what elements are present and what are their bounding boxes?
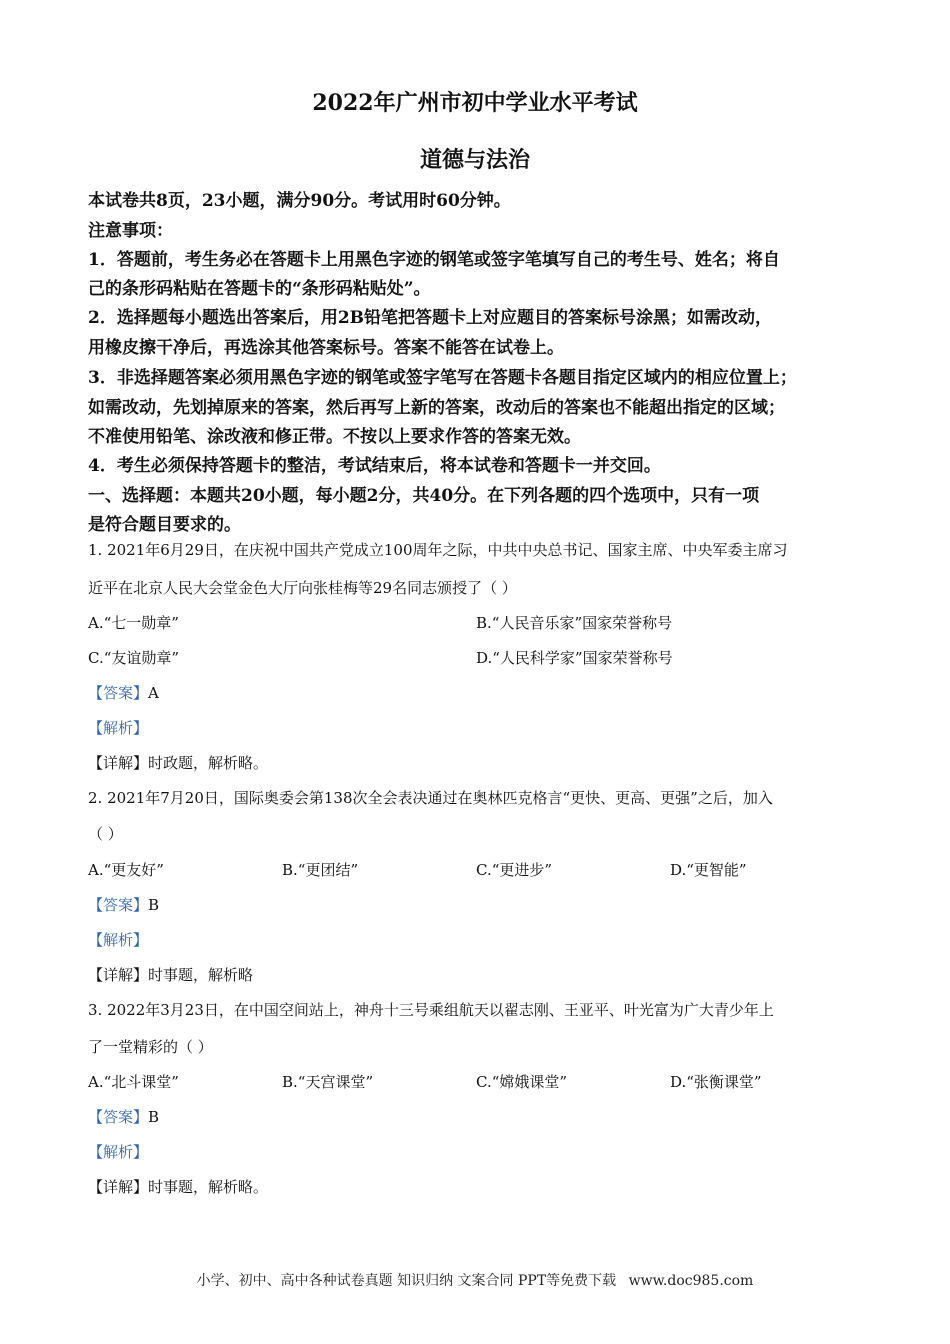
question-stem: 2. 2021年7月20日，国际奥委会第138次全会表决通过在奥林匹克格言“更快、更高、更强”之后，加入 [88, 789, 773, 807]
detail-line [88, 752, 268, 773]
detail-tag: 【详解】 [88, 966, 149, 984]
analysis-tag: 【解析】 [88, 931, 149, 949]
option-a: A.“七一勋章” [88, 614, 179, 632]
notes-heading: 注意事项： [88, 221, 173, 241]
note-line: 3．非选择题答案必须用黑色字迹的钢笔或签字笔写在答题卡各题目指定区域内的相应位置上； [88, 368, 797, 388]
option-b: B.“更团结” [282, 861, 359, 879]
note-line: 如需改动，先划掉原来的答案，然后再写上新的答案，改动后的答案也不能超出指定的区域； [88, 398, 785, 418]
answer-value: B [148, 896, 160, 914]
option-d: D.“张衡课堂” [670, 1073, 762, 1091]
option-b: B.“天宫课堂” [282, 1073, 374, 1091]
answer-tag: 【答案】 [88, 684, 149, 702]
option-a: A.“北斗课堂” [88, 1073, 179, 1091]
detail-tag: 【详解】 [88, 1178, 149, 1196]
option-b: B.“人民音乐家”国家荣誉称号 [476, 614, 673, 632]
detail-line [88, 964, 253, 985]
analysis-tag: 【解析】 [88, 719, 149, 737]
footer-text: 小学、初中、高中各种试卷真题 知识归纳 文案合同 PPT等免费下载 [196, 1273, 617, 1289]
note-line: 己的条形码粘贴在答题卡的“条形码粘贴处”。 [88, 279, 431, 299]
detail-line [88, 1176, 268, 1197]
answer-value: A [148, 684, 159, 702]
option-d: D.“更智能” [670, 861, 747, 879]
option-a: A.“更友好” [88, 861, 164, 879]
option-c: C.“嫦娥课堂” [476, 1073, 568, 1091]
note-line: 1．答题前，考生务必在答题卡上用黑色字迹的钢笔或签字笔填写自己的考生号、姓名；将自 [88, 250, 780, 270]
section-heading: 是符合题目要求的。 [88, 515, 241, 535]
question-stem: 3. 2022年3月23日，在中国空间站上，神舟十三号乘组航天以翟志刚、王亚平、叶光富为广大青少年上 [88, 1001, 774, 1019]
note-line: 4．考生必须保持答题卡的整洁，考试结束后，将本试卷和答题卡一并交回。 [88, 456, 661, 476]
question-stem: 了一堂精彩的（ ） [88, 1038, 213, 1056]
detail-tag: 【详解】 [88, 754, 149, 772]
option-c: C.“更进步” [476, 861, 553, 879]
analysis-tag: 【解析】 [88, 1143, 149, 1161]
option-c: C.“友谊勋章” [88, 649, 180, 667]
answer-tag: 【答案】 [88, 896, 149, 914]
answer-line [88, 682, 159, 703]
answer-tag: 【答案】 [88, 1108, 149, 1126]
detail-text: 时政题，解析略。 [148, 754, 269, 772]
exam-title: 2022年广州市初中学业水平考试 [312, 90, 638, 116]
question-stem: 近平在北京人民大会堂金色大厅向张桂梅等29名同志颁授了（ ） [88, 579, 517, 597]
question-stem: 1. 2021年6月29日，在庆祝中国共产党成立100周年之际，中共中央总书记、国家主席、中央军委主席习 [88, 541, 788, 559]
section-heading: 一、选择题：本题共20小题，每小题2分，共40分。在下列各题的四个选项中，只有一项 [88, 486, 760, 506]
answer-line [88, 894, 159, 915]
note-line: 不准使用铅笔、涂改液和修正带。不按以上要求作答的答案无效。 [88, 427, 581, 447]
note-line: 用橡皮擦干净后，再选涂其他答案标号。答案不能答在试卷上。 [88, 338, 564, 358]
subject-title: 道德与法治 [419, 147, 530, 173]
detail-text: 时事题，解析略。 [148, 1178, 269, 1196]
answer-line [88, 1106, 159, 1127]
page-footer [0, 1270, 950, 1290]
answer-value: B [148, 1108, 160, 1126]
footer-url[interactable]: www.doc985.com [628, 1273, 754, 1289]
exam-summary: 本试卷共8页，23小题，满分90分。考试用时60分钟。 [88, 191, 511, 211]
question-stem: （ ） [88, 825, 123, 843]
option-d: D.“人民科学家”国家荣誉称号 [476, 649, 673, 667]
detail-text: 时事题，解析略 [148, 966, 254, 984]
note-line: 2．选择题每小题选出答案后，用2B铅笔把答题卡上对应题目的答案标号涂黑；如需改动， [88, 308, 773, 328]
